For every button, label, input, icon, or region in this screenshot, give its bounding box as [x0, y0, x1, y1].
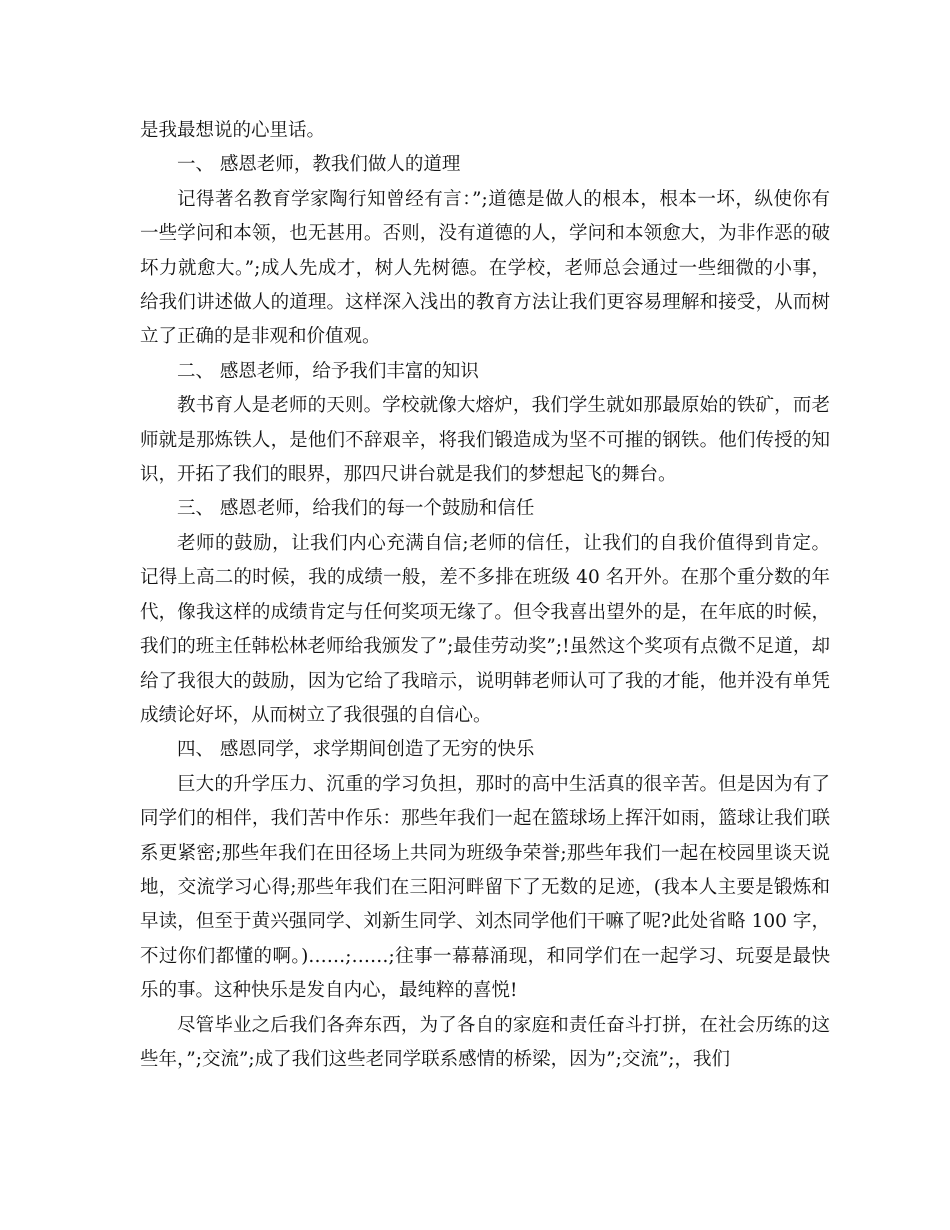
paragraph-morals: 记得著名教育学家陶行知曾经有言：”;道德是做人的根本，根本一坏，纵使你有一些学问和本领，也无甚用。否则，没有道德的人，学问和本领愈大，为非作恶的破坏力就愈大。”;成人先成才，树人先树德。在学校，老师总会通过一些细微的小事，给我们讲述做人的道理。这样深入浅出的教育方法让我们更容易理解和接受，从而树立了正确的是非观和价值观。	[140, 188, 830, 348]
section-heading-1: 一、 感恩老师，教我们做人的道理	[177, 154, 461, 176]
section-heading-4: 四、 感恩同学，求学期间创造了无穷的快乐	[177, 739, 535, 761]
document-body	[140, 114, 830, 1077]
paragraph-after-graduation: 尽管毕业之后我们各奔东西，为了各自的家庭和责任奋斗打拼，在社会历练的这些年，”;交流”;成了我们这些老同学联系感情的桥梁，因为”;交流”;，我们	[140, 1014, 830, 1070]
paragraph-encouragement: 老师的鼓励，让我们内心充满自信;老师的信任，让我们的自我价值得到肯定。记得上高二的时候，我的成绩一般，差不多排在班级 40 名开外。在那个重分数的年代，像我这样的成绩肯定与任何奖项无缘了。但令我喜出望外的是，在年底的时候，我们的班主任韩松林老师给我颁发了”;最佳劳动奖”;!虽然这个奖项有点微不足道，却给了我很大的鼓励，因为它给了我暗示，说明韩老师认可了我的才能，他并没有单凭成绩论好坏，从而树立了我很强的自信心。	[140, 532, 830, 726]
paragraph-knowledge: 教书育人是老师的天则。学校就像大熔炉，我们学生就如那最原始的铁矿，而老师就是那炼铁人，是他们不辞艰辛，将我们锻造成为坚不可摧的钢铁。他们传授的知识，开拓了我们的眼界，那四尺讲台就是我们的梦想起飞的舞台。	[140, 395, 830, 486]
section-heading-2: 二、 感恩老师，给予我们丰富的知识	[177, 360, 479, 382]
section-heading-3: 三、 感恩老师，给我们的每一个鼓励和信任	[177, 498, 535, 520]
paragraph-classmates: 巨大的升学压力、沉重的学习负担，那时的高中生活真的很辛苦。但是因为有了同学们的相伴，我们苦中作乐：那些年我们一起在篮球场上挥汗如雨，篮球让我们联系更紧密;那些年我们在田径场上共同为班级争荣誉;那些年我们一起在校园里谈天说地，交流学习心得;那些年我们在三阳河畔留下了无数的足迹，(我本人主要是锻炼和早读，但至于黄兴强同学、刘新生同学、刘杰同学他们干嘛了呢?此处省略 100 字，不过你们都懂的啊。)……;……;往事一幕幕涌现，和同学们在一起学习、玩耍是最快乐的事。这种快乐是发自内心，最纯粹的喜悦!	[140, 773, 830, 1002]
paragraph-intro-end: 是我最想说的心里话。	[140, 120, 326, 141]
